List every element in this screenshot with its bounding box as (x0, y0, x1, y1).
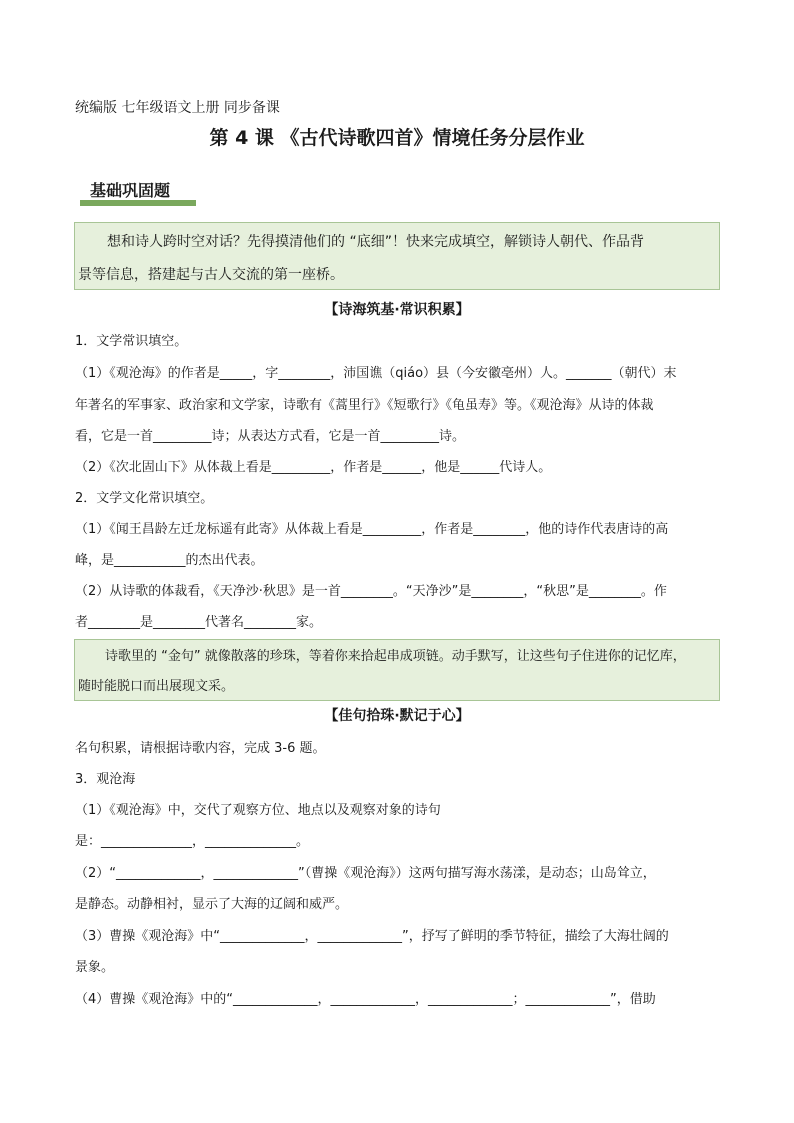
q1-heading: 1．文学常识填空。 (75, 334, 188, 349)
q1-part1-line2: 年著名的军事家、政治家和文学家，诗歌有《蒿里行》《短歌行》《龟虽寿》等。《观沧海》从诗的体裁 (75, 398, 654, 413)
q1-part2: （2）《次北固山下》从体裁上看是_________，作者是______，他是______代诗人。 (75, 460, 552, 475)
q3-part4-line1: （4）曹操《观沧海》中的“_____________，_____________，_____________；_____________”，借助 (75, 992, 656, 1007)
q3-part3-line1: （3）曹操《观沧海》中“_____________，_____________”，抒写了鲜明的季节特征，描绘了大海壮阔的 (75, 929, 669, 944)
q3-part1-line1: （1）《观沧海》中，交代了观察方位、地点以及观察对象的诗句 (75, 803, 441, 818)
intro-instruction: 名句积累，请根据诗歌内容，完成 3-6 题。 (75, 741, 326, 756)
intro-box-1-line2: 景等信息，搭建起与古人交流的第一座桥。 (78, 267, 344, 283)
q3-part3-line2: 景象。 (75, 960, 115, 975)
course-header: 统编版 七年级语文上册 同步备课 (75, 100, 280, 116)
intro-box-1-line1: 想和诗人跨时空对话？先得摸清他们的 “底细”！快来完成填空，解锁诗人朝代、作品背 (107, 234, 644, 250)
q3-heading: 3．观沧海 (75, 772, 136, 787)
intro-box-2-line2: 随时能脱口而出展现文采。 (78, 679, 235, 694)
intro-box-1 (74, 222, 720, 290)
q2-part2-line2: 者________是________代著名________家。 (75, 615, 323, 630)
section-tag-label: 基础巩固题 (90, 181, 171, 200)
q1-part1-line3: 看，它是一首_________诗；从表达方式看，它是一首_________诗。 (75, 429, 466, 444)
section-tag (80, 180, 196, 206)
q3-part2-line2: 是静态。动静相衬，显示了大海的辽阔和威严。 (75, 897, 349, 912)
intro-box-2-line1: 诗歌里的 “金句” 就像散落的珍珠，等着你来拾起串成项链。动手默写，让这些句子住进你的记忆库， (105, 649, 686, 664)
q2-part1-line1: （1）《闻王昌龄左迁龙标遥有此寄》从体裁上看是_________，作者是________，他的诗作代表唐诗的高 (75, 522, 669, 537)
q1-part1-line1: （1）《观沧海》的作者是_____，字________，沛国谯（qiáo）县（今安徽亳州）人。_______（朝代）末 (75, 366, 677, 381)
q2-part2-line1: （2）从诗歌的体裁看，《天净沙·秋思》是一首________。“天净沙”是________，“秋思”是________。作 (75, 584, 667, 599)
q2-heading: 2．文学文化常识填空。 (75, 491, 214, 506)
q3-part2-line1: （2）“_____________，_____________”（曹操《观沧海》）这两句描写海水荡漾，是动态；山岛耸立， (75, 866, 656, 881)
page-title: 第 4 课 《古代诗歌四首》情境任务分层作业 (209, 127, 585, 149)
q2-part1-line2: 峰，是___________的杰出代表。 (75, 553, 264, 568)
subsection-heading-2: 【佳句拾珠·默记于心】 (324, 708, 470, 724)
q3-part1-line2: 是：______________，______________。 (75, 834, 310, 849)
intro-box-2 (74, 639, 720, 701)
subsection-heading-1: 【诗海筑基·常识积累】 (324, 302, 470, 318)
